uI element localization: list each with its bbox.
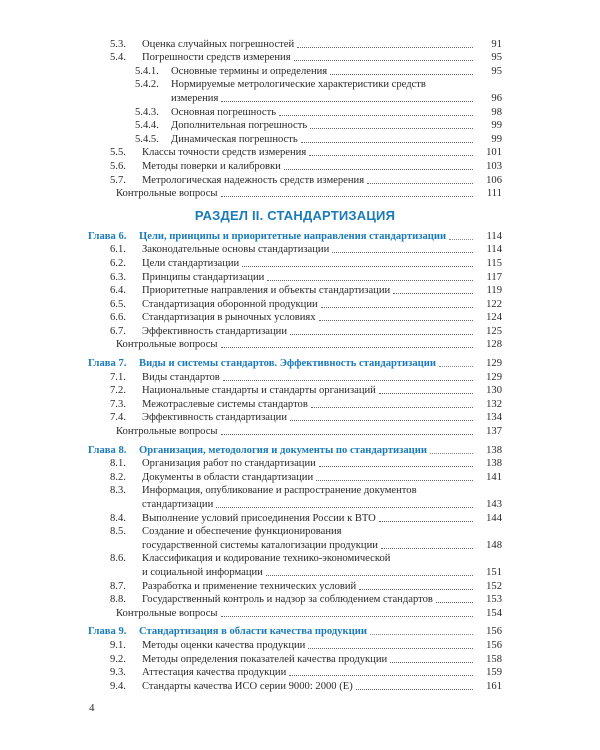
leader-dots <box>279 115 473 116</box>
leader-dots <box>311 407 473 408</box>
toc-entry: 6.5. Стандартизация оборонной продукции 122 <box>110 298 502 310</box>
leader-dots <box>370 634 473 635</box>
toc-entry: 6.6. Стандартизация в рыночных условиях 124 <box>110 312 502 324</box>
toc-entry: 6.1. Законодательные основы стандартизации 114 <box>110 244 502 256</box>
toc-entry: 5.4.4. Дополнительная погрешность 99 <box>135 120 502 132</box>
leader-dots <box>319 320 473 321</box>
leader-dots <box>319 466 473 467</box>
leader-dots <box>308 648 473 649</box>
toc-entry-questions: Контрольные вопросы 137 <box>116 426 502 438</box>
leader-dots <box>367 183 473 184</box>
toc-entry-line2: измерения 96 <box>171 92 502 104</box>
leader-dots <box>309 155 473 156</box>
chapter-heading: Глава 7. Виды и системы стандартов. Эффективность стандартизации 129 <box>88 358 502 370</box>
toc-entry: 5.5. Классы точности средств измерения 101 <box>110 147 502 159</box>
leader-dots <box>289 675 473 676</box>
chapter-heading: Глава 9. Стандартизация в области качества продукции 156 <box>88 626 502 638</box>
toc-entry: 5.3. Оценка случайных погрешностей 91 <box>110 38 502 50</box>
table-of-contents <box>88 37 502 693</box>
leader-dots <box>290 334 473 335</box>
toc-entry: 9.1. Методы оценки качества продукции 156 <box>110 639 502 651</box>
page-number: 4 <box>89 702 95 714</box>
toc-entry: 7.1. Виды стандартов 129 <box>110 371 502 383</box>
leader-dots <box>284 169 473 170</box>
toc-entry-line2: стандартизации 143 <box>142 499 502 510</box>
leader-dots <box>393 293 473 294</box>
leader-dots <box>294 60 473 61</box>
toc-entry: 9.4. Стандарты качества ИСО серии 9000: 2000 (Е) 161 <box>110 680 502 692</box>
leader-dots <box>359 589 473 590</box>
leader-dots <box>242 266 473 267</box>
toc-entry: 5.4.3. Основная погрешность 98 <box>135 106 502 118</box>
toc-entry: 7.4. Эффективность стандартизации 134 <box>110 412 502 424</box>
toc-entry-questions: Контрольные вопросы 111 <box>116 188 502 200</box>
leader-dots <box>381 548 473 549</box>
toc-entry: 6.7. Эффективность стандартизации 125 <box>110 325 502 337</box>
toc-entry: 8.4. Выполнение условий присоединения России к ВТО 144 <box>110 512 502 524</box>
leader-dots <box>356 689 473 690</box>
toc-entry: 5.6. Методы поверки и калибровки 103 <box>110 160 502 172</box>
leader-dots <box>301 142 473 143</box>
toc-entry-questions: Контрольные вопросы 154 <box>116 607 502 619</box>
toc-entry: 5.4. Погрешности средств измерения 95 <box>110 52 502 64</box>
toc-entry: 6.3. Принципы стандартизации 117 <box>110 271 502 283</box>
leader-dots <box>449 239 473 240</box>
toc-entry-line1: 8.5. Создание и обеспечение функционирования <box>110 526 342 538</box>
leader-dots <box>297 47 473 48</box>
leader-dots <box>216 507 473 508</box>
toc-entry-line2: и социальной информации 151 <box>142 566 502 578</box>
toc-entry-questions: Контрольные вопросы 128 <box>116 339 502 351</box>
toc-entry-line2: государственной системы каталогизации продукции 148 <box>142 539 502 551</box>
leader-dots <box>290 420 473 421</box>
leader-dots <box>321 307 473 308</box>
part-heading: РАЗДЕЛ II. СТАНДАРТИЗАЦИЯ <box>194 208 396 224</box>
toc-entry: 5.4.5. Динамическая погрешность 99 <box>135 133 502 145</box>
toc-entry: 8.7. Разработка и применение технических условий 152 <box>110 580 502 592</box>
chapter-heading: Глава 8. Организация, методология и документы по стандартизации 138 <box>88 444 502 456</box>
leader-dots <box>266 575 473 576</box>
leader-dots <box>310 128 473 129</box>
leader-dots <box>221 434 473 435</box>
toc-entry: 5.7. Метрологическая надежность средств измерения 106 <box>110 174 502 186</box>
toc-entry-line1: 8.6. Классификация и кодирование технико-экономической <box>110 553 391 565</box>
chapter-heading: Глава 6. Цели, принципы и приоритетные направления стандартизации 114 <box>88 230 502 242</box>
toc-entry: 8.8. Государственный контроль и надзор за соблюдением стандартов 153 <box>110 594 502 606</box>
leader-dots <box>221 347 473 348</box>
leader-dots <box>439 366 473 367</box>
leader-dots <box>223 380 473 381</box>
toc-entry: 6.4. Приоритетные направления и объекты стандартизации 119 <box>110 285 502 297</box>
toc-entry: 5.4.1. Основные термины и определения 95 <box>135 65 502 77</box>
leader-dots <box>267 280 473 281</box>
leader-dots <box>430 453 473 454</box>
toc-entry: 8.2. Документы в области стандартизации 141 <box>110 471 502 483</box>
leader-dots <box>330 74 473 75</box>
toc-entry: 7.3. Межотраслевые системы стандартов 132 <box>110 398 502 410</box>
leader-dots <box>316 480 473 481</box>
leader-dots <box>436 602 473 603</box>
toc-entry: 9.2. Методы определения показателей качества продукции 158 <box>110 653 502 665</box>
leader-dots <box>221 616 473 617</box>
leader-dots <box>379 393 473 394</box>
toc-entry: 7.2. Национальные стандарты и стандарты организаций 130 <box>110 385 502 397</box>
leader-dots <box>379 521 473 522</box>
toc-entry: 9.3. Аттестация качества продукции 159 <box>110 667 502 679</box>
toc-entry: 8.1. Организация работ по стандартизации 138 <box>110 458 502 470</box>
leader-dots <box>221 101 473 102</box>
leader-dots <box>221 196 473 197</box>
toc-entry-line1: 5.4.2. Нормируемые метрологические характеристики средств <box>135 79 426 91</box>
toc-entry: 6.2. Цели стандартизации 115 <box>110 257 502 269</box>
leader-dots <box>332 252 473 253</box>
toc-entry-line1: 8.3. Информация, опубликование и распространение документов <box>110 485 417 497</box>
leader-dots <box>390 662 473 663</box>
